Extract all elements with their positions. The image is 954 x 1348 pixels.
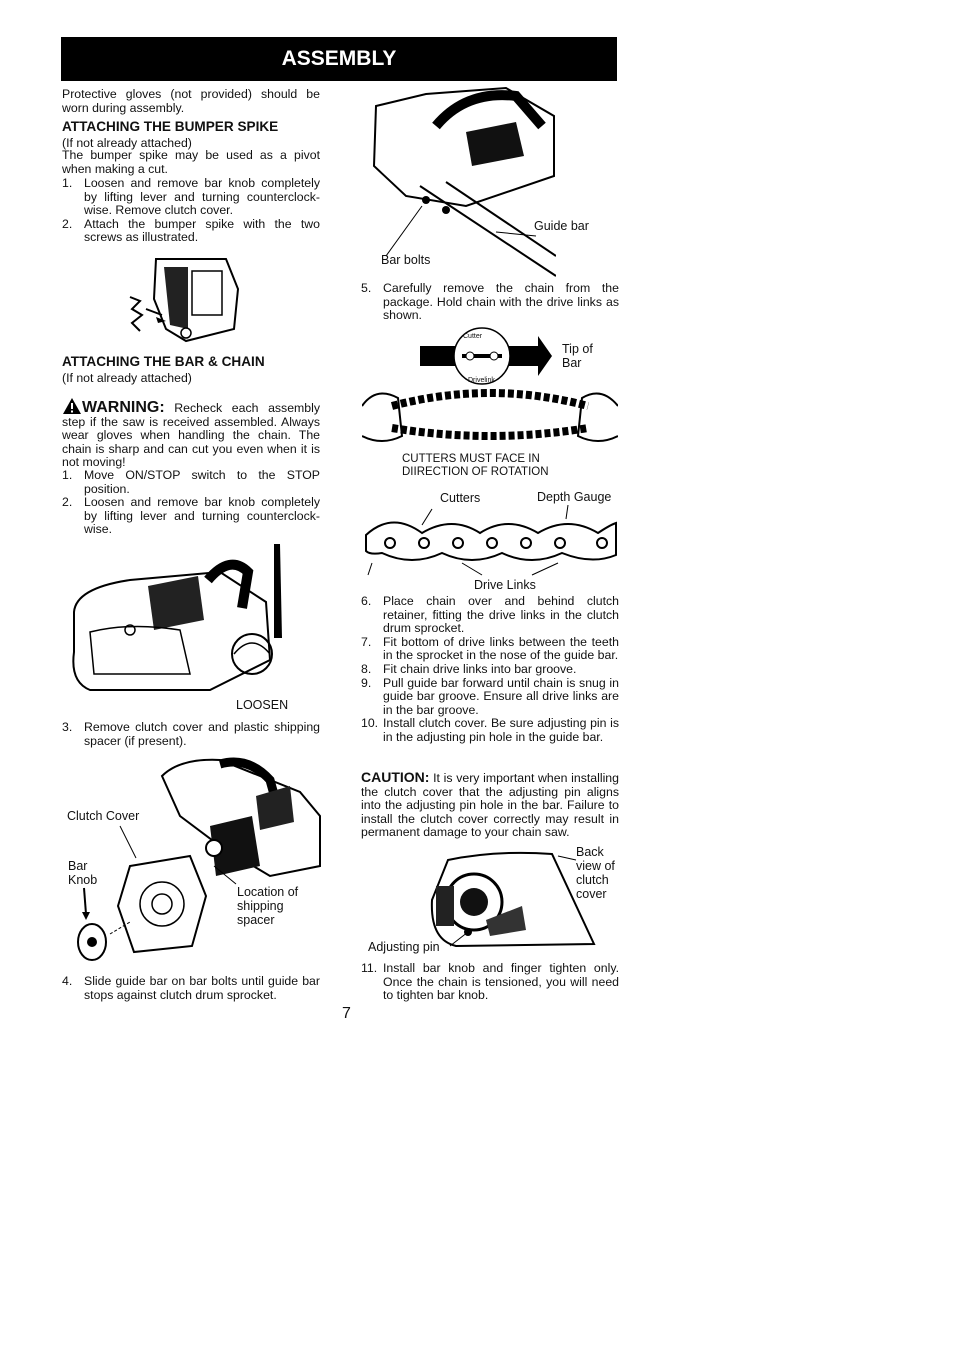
list-item: 6. Place chain over and behind clutch retainer, fitting the drive links in the clutch drum sprocket. bbox=[361, 594, 619, 636]
shipping-spacer-label: Location of shipping spacer bbox=[237, 885, 299, 927]
clutch-cover-back-illustration bbox=[426, 850, 598, 950]
bar-knob-label: Bar Knob bbox=[68, 859, 98, 887]
list-item: 9. Pull guide bar forward until chain is snug in guide bar groove. Ensure all drive links are in the bar groove. bbox=[361, 675, 619, 717]
warning-text: Recheck each assembly step if the saw is received assembled. Always wear gloves when handling the chain. The chain is sharp and can cut you even when it is not moving! bbox=[62, 401, 321, 470]
guide-bar-illustration bbox=[366, 86, 556, 278]
drive-links-label: Drive Links bbox=[474, 578, 536, 592]
warning-block bbox=[62, 397, 320, 470]
bumper-sub: (If not already attached) bbox=[62, 136, 192, 150]
chain-links-illustration bbox=[362, 505, 618, 577]
bumper-heading: ATTACHING THE BUMPER SPIKE bbox=[62, 119, 279, 134]
step3-list bbox=[62, 721, 320, 748]
list-item: 10. Install clutch cover. Be sure adjusting pin is in the adjusting pin hole in the guide bar. bbox=[361, 716, 619, 744]
barchain-steps bbox=[62, 469, 320, 537]
barchain-heading: ATTACHING THE BAR & CHAIN bbox=[62, 354, 265, 369]
depth-gauge-label: Depth Gauge bbox=[537, 490, 612, 504]
chainsaw-loosen-illustration bbox=[70, 542, 300, 702]
list-item: 11. Install bar knob and finger tighten only. Once the chain is tensioned, you will need to tighten bar knob. bbox=[361, 961, 619, 1003]
list-item: 2. Loosen and remove bar knob completely by lifting lever and turning counterclock-wise. bbox=[62, 495, 320, 537]
list-item: 5. Carefully remove the chain from the package. Hold chain with the drive links as shown. bbox=[361, 281, 619, 323]
page-title: ASSEMBLY bbox=[61, 37, 617, 81]
cutters-face-label: CUTTERS MUST FACE IN DIIRECTION OF ROTATION bbox=[402, 453, 549, 478]
list-item: 8. Fit chain drive links into bar groove. bbox=[361, 661, 577, 676]
right-steps bbox=[361, 595, 619, 745]
warning-triangle-icon bbox=[62, 397, 82, 415]
cutter-label: Cutter bbox=[463, 333, 483, 340]
list-item: 1. Move ON/STOP switch to the STOP position. bbox=[62, 468, 320, 496]
intro-text: Protective gloves (not provided) should be worn during assembly. bbox=[62, 87, 320, 115]
list-item: 4. Slide guide bar on bar bolts until guide bar stops against clutch drum sprocket. bbox=[62, 974, 320, 1002]
step4-list bbox=[62, 975, 320, 1002]
list-item: 1. Loosen and remove bar knob completely by lifting lever and turning counterclock-wise. Remove clutch cover. bbox=[62, 176, 320, 218]
drivelink-label: Drivelink bbox=[468, 377, 495, 384]
page-number: 7 bbox=[342, 1005, 351, 1022]
caution-label: CAUTION: bbox=[361, 769, 430, 785]
cutters-label: Cutters bbox=[440, 491, 481, 505]
adjusting-pin-label: Adjusting pin bbox=[368, 940, 440, 954]
list-item: 2. Attach the bumper spike with the two screws as illustrated. bbox=[62, 216, 320, 245]
barchain-sub: (If not already attached) bbox=[62, 371, 192, 385]
guide-bar-label: Guide bar bbox=[534, 219, 589, 233]
step11-list bbox=[361, 962, 619, 1003]
bumper-text: The bumper spike may be used as a pivot when making a cut. bbox=[62, 148, 320, 176]
list-item: 3. Remove clutch cover and plastic shipping spacer (if present). bbox=[62, 720, 320, 748]
list-item: 7. Fit bottom of drive links between the teeth in the sprocket in the nose of the guide bar. bbox=[361, 634, 619, 663]
clutch-cover-label: Clutch Cover bbox=[67, 809, 140, 823]
bar-bolts-label: Bar bolts bbox=[381, 253, 431, 267]
bumper-spike-illustration bbox=[126, 249, 244, 345]
caution-text: It is very important when installing the clutch cover that the adjusting pin aligns into the adjusting pin hole in the bar. Failure to install the clutch cover correctly may result in permanent damage to your chain saw. bbox=[361, 771, 619, 840]
tip-of-bar-label: Tip of Bar bbox=[562, 342, 593, 370]
warning-label: WARNING: bbox=[82, 399, 165, 416]
bumper-steps bbox=[62, 177, 320, 245]
loosen-label: LOOSEN bbox=[236, 698, 289, 712]
back-view-label: Back view of clutch cover bbox=[576, 845, 615, 901]
caution-block bbox=[361, 771, 619, 840]
step5-list bbox=[361, 282, 619, 323]
